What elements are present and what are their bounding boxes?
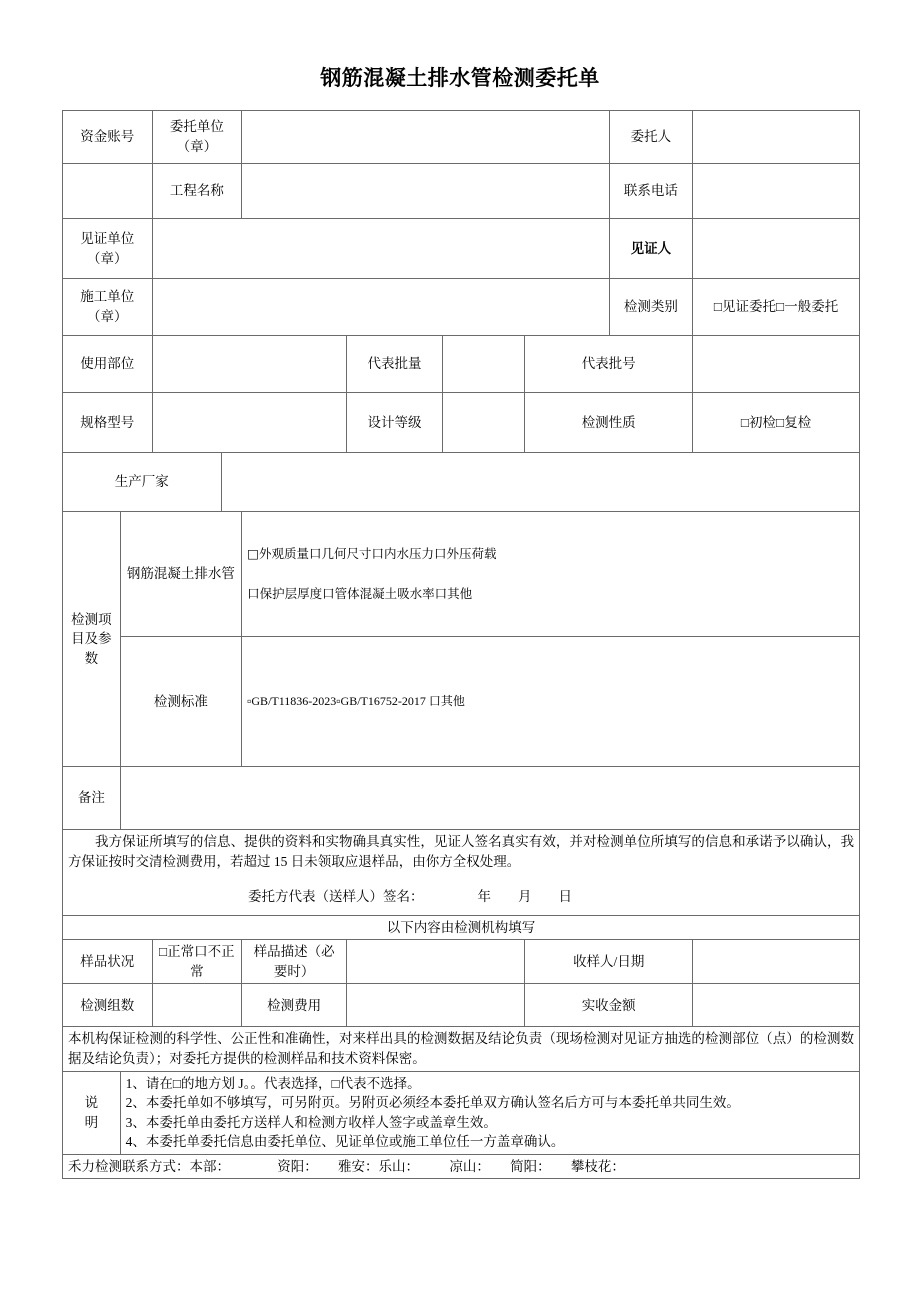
institution-statement-block <box>63 1027 860 1071</box>
contact-phone-label: 联系电话 <box>609 164 692 219</box>
declaration-body: 我方保证所填写的信息、提供的资料和实物确具真实性，见证人签名真实有效，并对检测单位所填写的信息和承诺予以确认，我方保证按时交清检测费用，若超过 15 日未领取应退样品，由你方全权处理。 <box>68 834 854 869</box>
witness-unit-label-line2: （章） <box>87 250 128 266</box>
manufacturer-value-field[interactable] <box>221 453 859 512</box>
construction-unit-label-line2: （章） <box>87 309 128 324</box>
batch-number-label: 代表批号 <box>525 336 693 393</box>
client-unit-label-line2: （章） <box>176 139 218 154</box>
test-params-checkbox-group[interactable] <box>242 512 860 637</box>
test-items-section-label: 检测项目及参数 <box>63 512 121 767</box>
notes-label-line1: 说 <box>84 1095 99 1111</box>
remark-value-field[interactable] <box>120 767 859 830</box>
spec-model-value-field[interactable] <box>152 393 347 453</box>
witness-unit-label <box>63 219 153 279</box>
sample-status-checkbox-group[interactable]: □正常口不正常 <box>152 940 242 984</box>
table-row-contact <box>63 1154 860 1179</box>
note-item-4: 4、本委托单委托信息由委托单位、见证单位或施工单位任一方盖章确认。 <box>125 1134 565 1150</box>
notes-list <box>120 1071 859 1154</box>
receiver-date-label: 收样人/日期 <box>525 940 693 984</box>
witness-person-label: 见证人 <box>609 219 692 279</box>
actual-amount-value-field[interactable] <box>693 984 860 1027</box>
commission-form-table <box>62 110 860 1179</box>
design-grade-label: 设计等级 <box>347 393 443 453</box>
batch-quantity-value-field[interactable] <box>442 336 524 393</box>
table-row-sample-status <box>63 940 860 984</box>
test-group-count-value-field[interactable] <box>152 984 242 1027</box>
client-unit-label-line1: 委托单位 <box>169 119 224 135</box>
batch-quantity-label: 代表批量 <box>347 336 443 393</box>
table-row-notes <box>63 1071 860 1154</box>
test-params-line1: □外观质量口几何尺寸口内水压力口外压荷载 <box>247 545 497 561</box>
test-fee-value-field[interactable] <box>347 984 525 1027</box>
witness-unit-label-line1: 见证单位 <box>80 230 135 246</box>
standard-label: 检测标准 <box>120 637 241 767</box>
fund-account-value-field[interactable] <box>63 164 153 219</box>
receiver-date-value-field[interactable] <box>693 940 860 984</box>
contact-info-row: 禾力检测联系方式：本部： 资阳： 雅安：乐山： 凉山： 简阳： 攀枝花： <box>63 1154 860 1179</box>
construction-unit-label-line1: 施工单位 <box>80 289 135 305</box>
sample-description-value-field[interactable] <box>347 940 525 984</box>
spec-model-label: 规格型号 <box>63 393 153 453</box>
actual-amount-label: 实收金额 <box>525 984 693 1027</box>
table-row-test-standard <box>63 637 860 767</box>
construction-unit-label <box>63 279 153 336</box>
table-row-spec-grade <box>63 393 860 453</box>
contact-phone-value-field[interactable] <box>693 164 860 219</box>
table-row-construction-category <box>63 279 860 336</box>
institution-statement-body: 本机构保证检测的科学性、公正性和准确性，对来样出具的检测数据及结论负责（现场检测对见证方抽选的检测部位（点）的检测数据及结论负责）；对委托方提供的检测样品和技术资料保密。 <box>68 1031 854 1066</box>
test-category-label: 检测类别 <box>609 279 692 336</box>
test-category-checkbox-group[interactable]: □见证委托□一般委托 <box>693 279 860 336</box>
table-row-remark <box>63 767 860 830</box>
table-row-manufacturer <box>63 453 860 512</box>
test-nature-label: 检测性质 <box>525 393 693 453</box>
sample-description-label: 样品描述（必要时） <box>242 940 347 984</box>
test-fee-label: 检测费用 <box>242 984 347 1027</box>
standard-checkbox-group[interactable] <box>242 637 860 767</box>
declaration-block <box>63 830 860 916</box>
witness-person-value-field[interactable] <box>693 219 860 279</box>
witness-unit-value-field[interactable] <box>152 219 609 279</box>
page-title: 钢筋混凝土排水管检测委托单 <box>320 67 600 90</box>
fund-account-label: 资金账号 <box>63 111 153 164</box>
client-person-label: 委托人 <box>609 111 692 164</box>
test-params-line2: 口保护层厚度口管体混凝土吸水率口其他 <box>247 586 473 601</box>
note-item-1: 1、请在□的地方划 J。。代表选择，□代表不选择。 <box>125 1075 421 1091</box>
client-unit-value-field[interactable] <box>242 111 610 164</box>
table-row-test-product <box>63 512 860 637</box>
institution-section-header: 以下内容由检测机构填写 <box>63 915 860 940</box>
construction-unit-value-field[interactable] <box>152 279 609 336</box>
note-item-2: 2、本委托单如不够填写，可另附页。另附页必须经本委托单双方确认签名后方可与本委托单共同生效。 <box>125 1095 740 1111</box>
notes-label <box>63 1071 121 1154</box>
table-row-declaration <box>63 830 860 916</box>
table-row-position-batch <box>63 336 860 393</box>
table-row-project-phone <box>63 164 860 219</box>
project-name-label: 工程名称 <box>152 164 242 219</box>
test-group-count-label: 检测组数 <box>63 984 153 1027</box>
table-row-fund-client <box>63 111 860 164</box>
test-nature-checkbox-group[interactable]: □初检□复检 <box>693 393 860 453</box>
table-row-test-fee <box>63 984 860 1027</box>
standard-options: ▫GB/T11836-2023▫GB/T16752-2017 口其他 <box>247 693 465 708</box>
batch-number-value-field[interactable] <box>693 336 860 393</box>
table-row-institution-statement <box>63 1027 860 1071</box>
remark-label: 备注 <box>63 767 121 830</box>
table-row-witness <box>63 219 860 279</box>
use-position-label: 使用部位 <box>63 336 153 393</box>
client-unit-label <box>152 111 242 164</box>
design-grade-value-field[interactable] <box>442 393 524 453</box>
sample-status-label: 样品状况 <box>63 940 153 984</box>
declaration-signature-line[interactable]: 委托方代表（送样人）签名： 年 月 日 <box>248 889 572 905</box>
use-position-value-field[interactable] <box>152 336 347 393</box>
notes-label-line2: 明 <box>84 1114 99 1130</box>
client-person-value-field[interactable] <box>693 111 860 164</box>
product-label: 钢筋混凝土排水管 <box>120 512 241 637</box>
project-name-value-field[interactable] <box>242 164 610 219</box>
note-item-3: 3、本委托单由委托方送样人和检测方收样人签字或盖章生效。 <box>125 1114 497 1130</box>
manufacturer-label: 生产厂家 <box>63 453 222 512</box>
table-row-institution-header <box>63 915 860 940</box>
